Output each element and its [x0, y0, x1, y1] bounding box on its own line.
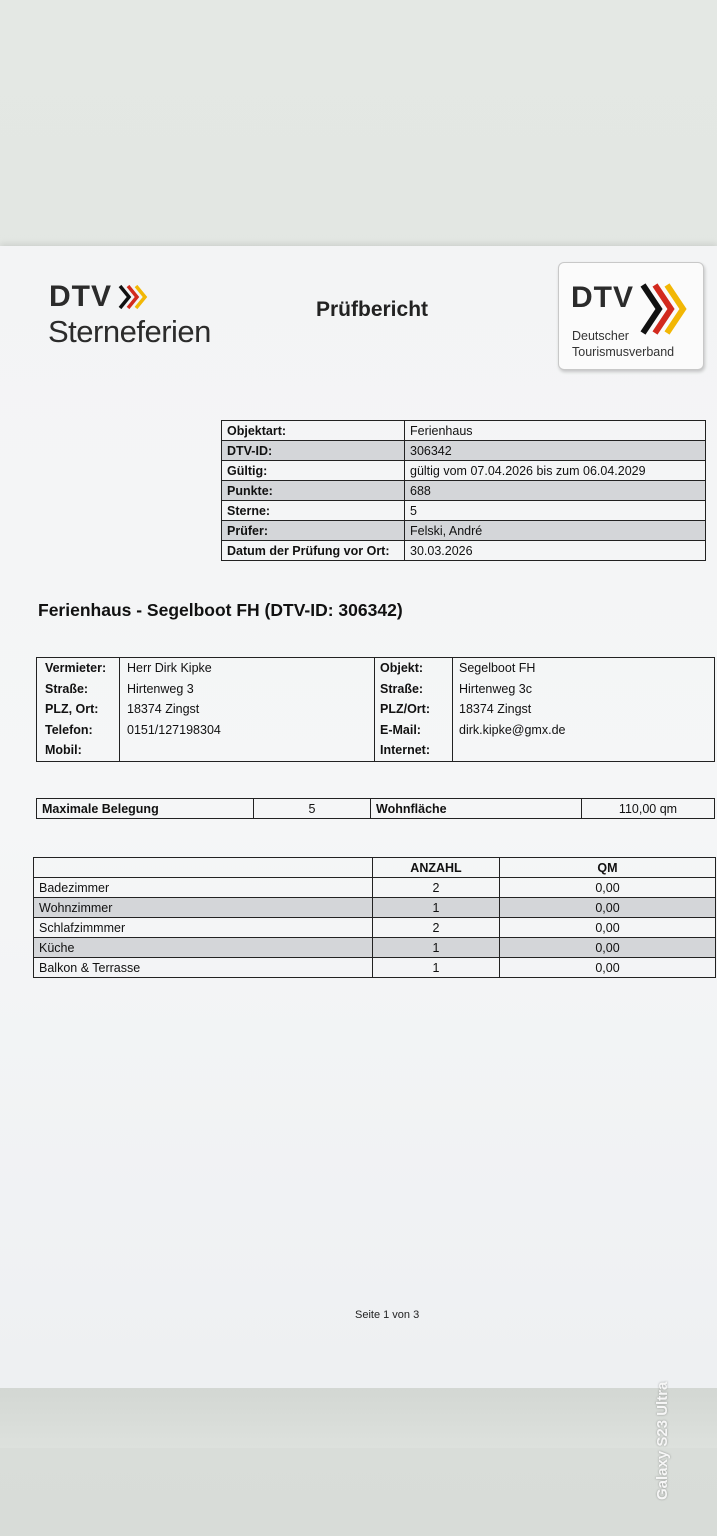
room-name: Balkon & Terrasse: [34, 958, 373, 978]
column-divider: [374, 658, 375, 761]
page-number: Seite 1 von 3: [355, 1309, 420, 1321]
info-label: Datum der Prüfung vor Ort:: [222, 541, 405, 561]
room-qm: 0,00: [500, 918, 716, 938]
max-occupancy-label: Maximale Belegung: [37, 799, 254, 819]
contact-right-values: Segelboot FH Hirtenweg 3c 18374 Zingst dirk.kipke@gmx.de: [459, 661, 566, 737]
table-row: [222, 541, 706, 561]
table-header-row: [34, 858, 716, 878]
info-value: gültig vom 07.04.2026 bis zum 06.04.2029: [405, 461, 706, 481]
room-count: 1: [373, 898, 500, 918]
room-qm: 0,00: [500, 938, 716, 958]
contact-left-labels: Vermieter: Straße: PLZ, Ort: Telefon: Mobil:: [45, 661, 107, 757]
logo-verband-text: Deutscher Tourismusverband: [572, 329, 675, 359]
table-row: [222, 441, 706, 461]
room-name: Wohnzimmer: [34, 898, 373, 918]
room-count: 2: [373, 878, 500, 898]
room-name: Schlafzimmmer: [34, 918, 373, 938]
room-count: 2: [373, 918, 500, 938]
contact-table: [36, 657, 715, 762]
page-title: Prüfbericht: [316, 298, 429, 321]
room-count: 1: [373, 958, 500, 978]
info-value: 306342: [405, 441, 706, 461]
room-name: Küche: [34, 938, 373, 958]
info-value: Felski, André: [405, 521, 706, 541]
info-label: Objektart:: [222, 421, 405, 441]
room-qm: 0,00: [500, 898, 716, 918]
info-value: 688: [405, 481, 706, 501]
room-qm: 0,00: [500, 878, 716, 898]
table-row: [34, 938, 716, 958]
table-row: [222, 521, 706, 541]
living-area-label: Wohnfläche: [371, 799, 582, 819]
camera-watermark: Galaxy S23 Ultra: [654, 1381, 671, 1500]
dtv-chevron-icon: [118, 282, 148, 312]
logo-dtv-text: DTV: [49, 280, 112, 313]
contact-left-values: Herr Dirk Kipke Hirtenweg 3 18374 Zingst 0151/127198304: [127, 661, 221, 737]
info-label: Sterne:: [222, 501, 405, 521]
occupancy-table: [36, 798, 715, 819]
column-header: ANZAHL: [373, 858, 500, 878]
inspection-info-table: [221, 420, 706, 561]
contact-right-labels: Objekt: Straße: PLZ/Ort: E-Mail: Internet:: [380, 661, 430, 757]
table-row: [222, 481, 706, 501]
info-value: Ferienhaus: [405, 421, 706, 441]
room-name: Badezimmer: [34, 878, 373, 898]
column-header: QM: [500, 858, 716, 878]
info-label: DTV-ID:: [222, 441, 405, 461]
logo-sterneferien-text: Sterneferien: [48, 314, 211, 349]
table-row: [222, 421, 706, 441]
table-row: [34, 878, 716, 898]
info-label: Punkte:: [222, 481, 405, 501]
logo-dtv-text: DTV: [571, 281, 634, 314]
room-qm: 0,00: [500, 958, 716, 978]
column-divider: [452, 658, 453, 761]
rooms-table: [33, 857, 716, 978]
object-heading: Ferienhaus - Segelboot FH (DTV-ID: 306342): [38, 600, 403, 620]
table-row: [222, 461, 706, 481]
info-value: 5: [405, 501, 706, 521]
table-row: [34, 958, 716, 978]
table-row: [222, 501, 706, 521]
column-header: [34, 858, 373, 878]
room-count: 1: [373, 938, 500, 958]
living-area-value: 110,00 qm: [582, 799, 715, 819]
info-label: Prüfer:: [222, 521, 405, 541]
column-divider: [119, 658, 120, 761]
dtv-verband-logo: [558, 262, 704, 370]
table-row: [34, 918, 716, 938]
table-row: [37, 799, 715, 819]
info-value: 30.03.2026: [405, 541, 706, 561]
info-label: Gültig:: [222, 461, 405, 481]
table-row: [34, 898, 716, 918]
page-bottom-edge: [0, 1388, 717, 1448]
max-occupancy-value: 5: [254, 799, 371, 819]
